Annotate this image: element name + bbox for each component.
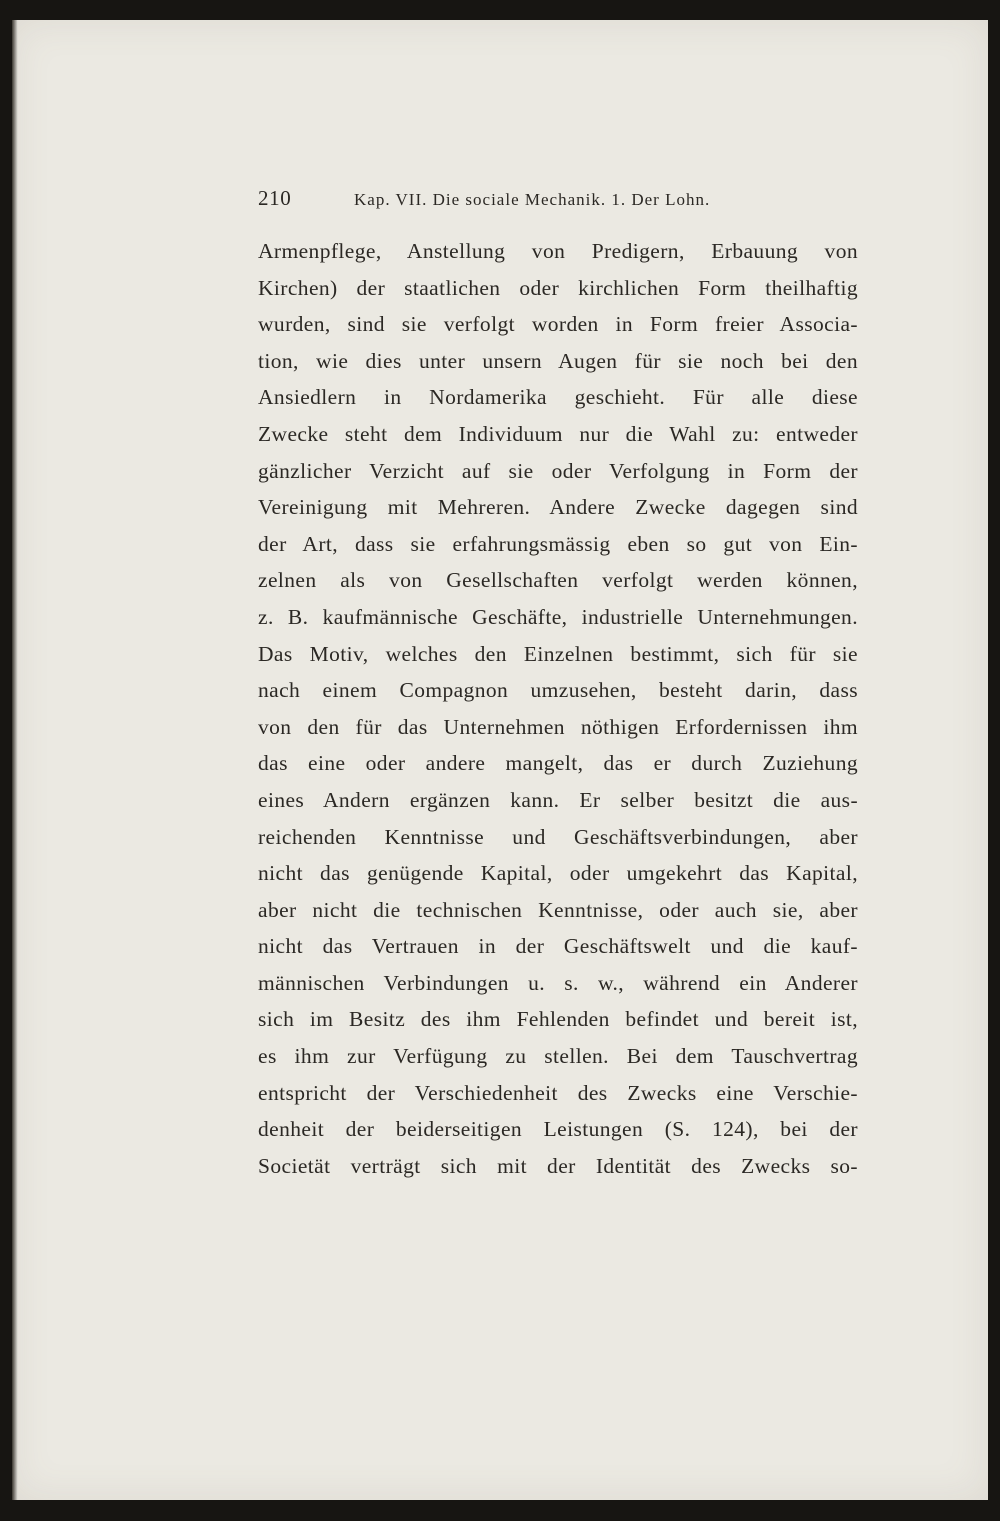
running-head-title: Kap. VII. Die sociale Mechanik. 1. Der Lohn.: [354, 190, 711, 209]
text-line: männischen Verbindungen u. s. w., während ein Anderer: [258, 970, 858, 995]
text-line: Vereinigung mit Mehreren. Andere Zwecke dagegen sind: [258, 495, 858, 520]
body-text: [258, 233, 858, 1184]
text-line: zelnen als von Gesellschaften verfolgt werden können,: [258, 568, 858, 593]
text-line: reichenden Kenntnisse und Geschäftsverbindungen, aber: [258, 824, 858, 849]
text-line: nicht das Vertrauen in der Geschäftswelt und die kauf-: [258, 934, 858, 959]
page-text-block: [258, 186, 858, 1184]
text-line: eines Andern ergänzen kann. Er selber besitzt die aus-: [258, 787, 858, 812]
running-head: [258, 186, 858, 211]
text-line: Kirchen) der staatlichen oder kirchlichen Form theilhaftig: [258, 275, 858, 300]
text-line: von den für das Unternehmen nöthigen Erfordernissen ihm: [258, 714, 858, 739]
text-line: nach einem Compagnon umzusehen, besteht darin, dass: [258, 678, 858, 703]
text-line: gänzlicher Verzicht auf sie oder Verfolgung in Form der: [258, 458, 858, 483]
text-line: das eine oder andere mangelt, das er durch Zuziehung: [258, 751, 858, 776]
text-line: wurden, sind sie verfolgt worden in Form freier Associa-: [258, 312, 858, 337]
text-line: nicht das genügende Kapital, oder umgekehrt das Kapital,: [258, 861, 858, 886]
text-line: tion, wie dies unter unsern Augen für sie noch bei den: [258, 348, 858, 373]
text-line: sich im Besitz des ihm Fehlenden befindet und bereit ist,: [258, 1007, 858, 1032]
text-line: Societät verträgt sich mit der Identität des Zwecks so-: [258, 1153, 858, 1178]
text-line: der Art, dass sie erfahrungsmässig eben so gut von Ein-: [258, 531, 858, 556]
text-line: Zwecke steht dem Individuum nur die Wahl zu: entweder: [258, 421, 858, 446]
text-line: aber nicht die technischen Kenntnisse, oder auch sie, aber: [258, 897, 858, 922]
text-line: denheit der beiderseitigen Leistungen (S. 124), bei der: [258, 1117, 858, 1142]
text-line: entspricht der Verschiedenheit des Zwecks eine Verschie-: [258, 1080, 858, 1105]
text-line: Das Motiv, welches den Einzelnen bestimmt, sich für sie: [258, 641, 858, 666]
page-edge-shadow: [12, 20, 18, 1500]
text-line: es ihm zur Verfügung zu stellen. Bei dem Tauschvertrag: [258, 1044, 858, 1069]
text-line: Armenpflege, Anstellung von Predigern, Erbauung von: [258, 239, 858, 263]
text-line: z. B. kaufmännische Geschäfte, industrielle Unternehmungen.: [258, 604, 858, 629]
page-number: 210: [258, 186, 292, 210]
text-line: Ansiedlern in Nordamerika geschieht. Für alle diese: [258, 385, 858, 410]
